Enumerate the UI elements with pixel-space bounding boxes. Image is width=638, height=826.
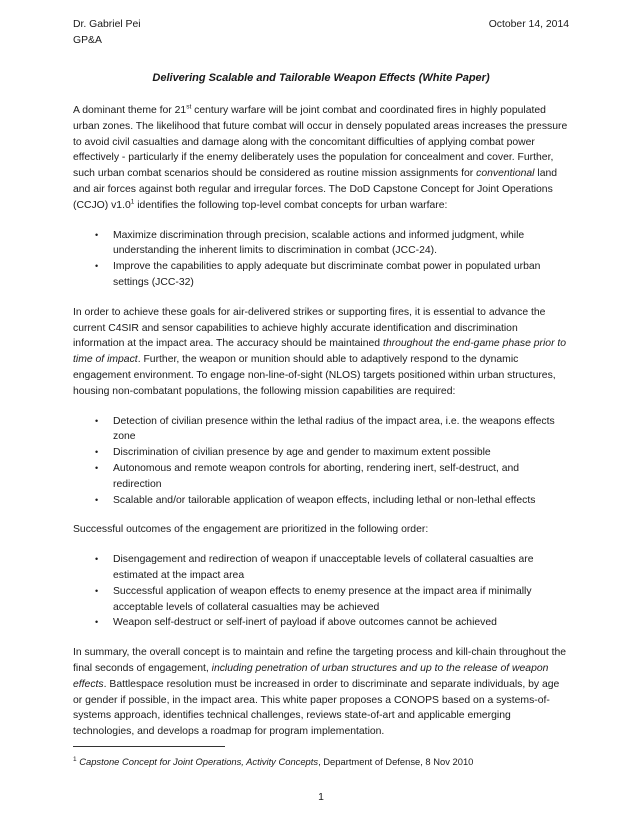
footnote-divider: [73, 746, 225, 747]
list-item: [73, 493, 569, 509]
list-item-text: Improve the capabilities to apply adequate but discriminate combat power in populated urban settings (JCC-32): [113, 261, 541, 288]
page-header: [73, 17, 569, 33]
text-run: . Battlespace resolution must be increased in order to discriminate and separate individuals, by age or gender if possible, in the impact area. This white paper proposes a CONOPS based on a systems-of-systems approach, identifies technical challenges, reviews state-of-art and applicable emerging technologies, and develops a roadmap for program implementation.: [73, 678, 560, 738]
text-run: In order to achieve these goals for air-delivered strikes or supporting fires, it is essential to advance the current C4SIR and sensor capabilities to achieve highly accurate identification and discrimination information at the impact area. The accuracy should be maintained: [73, 306, 546, 350]
emphasis: including penetration of urban structures and up to the release of weapon effects: [73, 662, 549, 690]
bullet-icon: •: [95, 415, 99, 426]
list-item-text: Detection of civilian presence within the lethal radius of the impact area, i.e. the weapons effects zone: [113, 415, 555, 443]
list-item: [73, 461, 569, 493]
bullet-icon: •: [95, 585, 99, 596]
list-item: [73, 414, 569, 446]
text-run: identifies the following top-level combat concepts for urban warfare:: [134, 199, 448, 211]
list-item-text: Discrimination of civilian presence by age and gender to maximum extent possible: [113, 447, 491, 459]
document-title: Delivering Scalable and Tailorable Weapon Effects (White Paper): [152, 72, 490, 84]
list-item: [73, 615, 569, 631]
summary-paragraph: [73, 645, 569, 740]
bullet-icon: •: [95, 447, 99, 458]
bullet-icon: •: [95, 462, 99, 473]
document-date: October 14, 2014: [488, 19, 569, 30]
prioritized-outcomes-list: [73, 552, 569, 631]
text-run: century warfare will be joint combat and coordinated fires in highly populated urban zones. The likelihood that future combat will occur in densely populated areas increases the pressure to avoid civil casualties and damage along with the concomitant difficulties of applying combat power effectively - particularly if the enemy deliberately uses the population for concealment and cover. Further, such urban combat scenarios should be considered as routine mission assignments for: [73, 105, 568, 180]
text-run: land and air forces against both regular and irregular forces. The DoD Capstone Concept for Joint Operations (CCJO) v1.0: [73, 168, 558, 211]
list-item-text: Disengagement and redirection of weapon if unacceptable levels of collateral casualties are estimated at the impact area: [113, 554, 534, 581]
list-item-text: Autonomous and remote weapon controls for aborting, rendering inert, self-destruct, and redirection: [113, 462, 520, 490]
page-number: 1: [318, 792, 324, 803]
superscript: st: [186, 103, 192, 111]
author-name: Dr. Gabriel Pei: [73, 19, 141, 30]
mission-capabilities-list: [73, 414, 569, 509]
emphasis: throughout the end-game phase prior to time of impact: [73, 338, 567, 366]
text-run: A dominant theme for 21: [73, 105, 187, 116]
text-run: . Further, the weapon or munition should able to adaptively respond to the dynamic engagement environment. To engage non-line-of-sight (NLOS) targets positioned within urban structures, housing non-combatant populations, the following mission capabilities are required:: [73, 354, 556, 397]
bullet-icon: •: [95, 617, 99, 628]
list-item: [73, 228, 569, 260]
list-item: [73, 584, 569, 616]
list-item: [73, 445, 569, 461]
outcomes-paragraph: Successful outcomes of the engagement are prioritized in the following order:: [73, 524, 429, 536]
footnote-text: , Department of Defense, 8 Nov 2010: [318, 756, 474, 767]
bullet-icon: •: [95, 494, 99, 505]
footnote-ref: 1: [130, 198, 135, 206]
footnote-mark: 1: [73, 755, 77, 763]
list-item-text: Maximize discrimination through precision, scalable actions and informed judgment, while understanding the inherent limits to discrimination in combat (JCC-24).: [113, 229, 525, 257]
emphasis: conventional: [476, 168, 535, 180]
organization: GP&A: [73, 35, 102, 46]
footnote-title: Capstone Concept for Joint Operations, Activity Concepts: [79, 756, 319, 767]
list-item-text: Weapon self-destruct or self-inert of payload if above outcomes cannot be achieved: [113, 617, 497, 629]
combat-concepts-list: [73, 228, 569, 291]
bullet-icon: •: [95, 554, 99, 565]
bullet-icon: •: [95, 229, 99, 240]
document-page: [73, 0, 569, 826]
text-run: In summary, the overall concept is to maintain and refine the targeting process and kill-chain throughout the final seconds of engagement,: [73, 647, 567, 674]
list-item-text: Scalable and/or tailorable application of weapon effects, including lethal or non-lethal effects: [113, 494, 536, 506]
footnote: [73, 754, 473, 770]
bullet-icon: •: [95, 261, 99, 272]
goals-paragraph: [73, 305, 569, 400]
list-item: [73, 259, 569, 291]
list-item-text: Successful application of weapon effects to enemy presence at the impact area if minimally acceptable levels of collateral casualties may be achieved: [113, 585, 532, 613]
document-body: [73, 103, 569, 754]
intro-paragraph: [73, 103, 569, 214]
list-item: [73, 552, 569, 584]
